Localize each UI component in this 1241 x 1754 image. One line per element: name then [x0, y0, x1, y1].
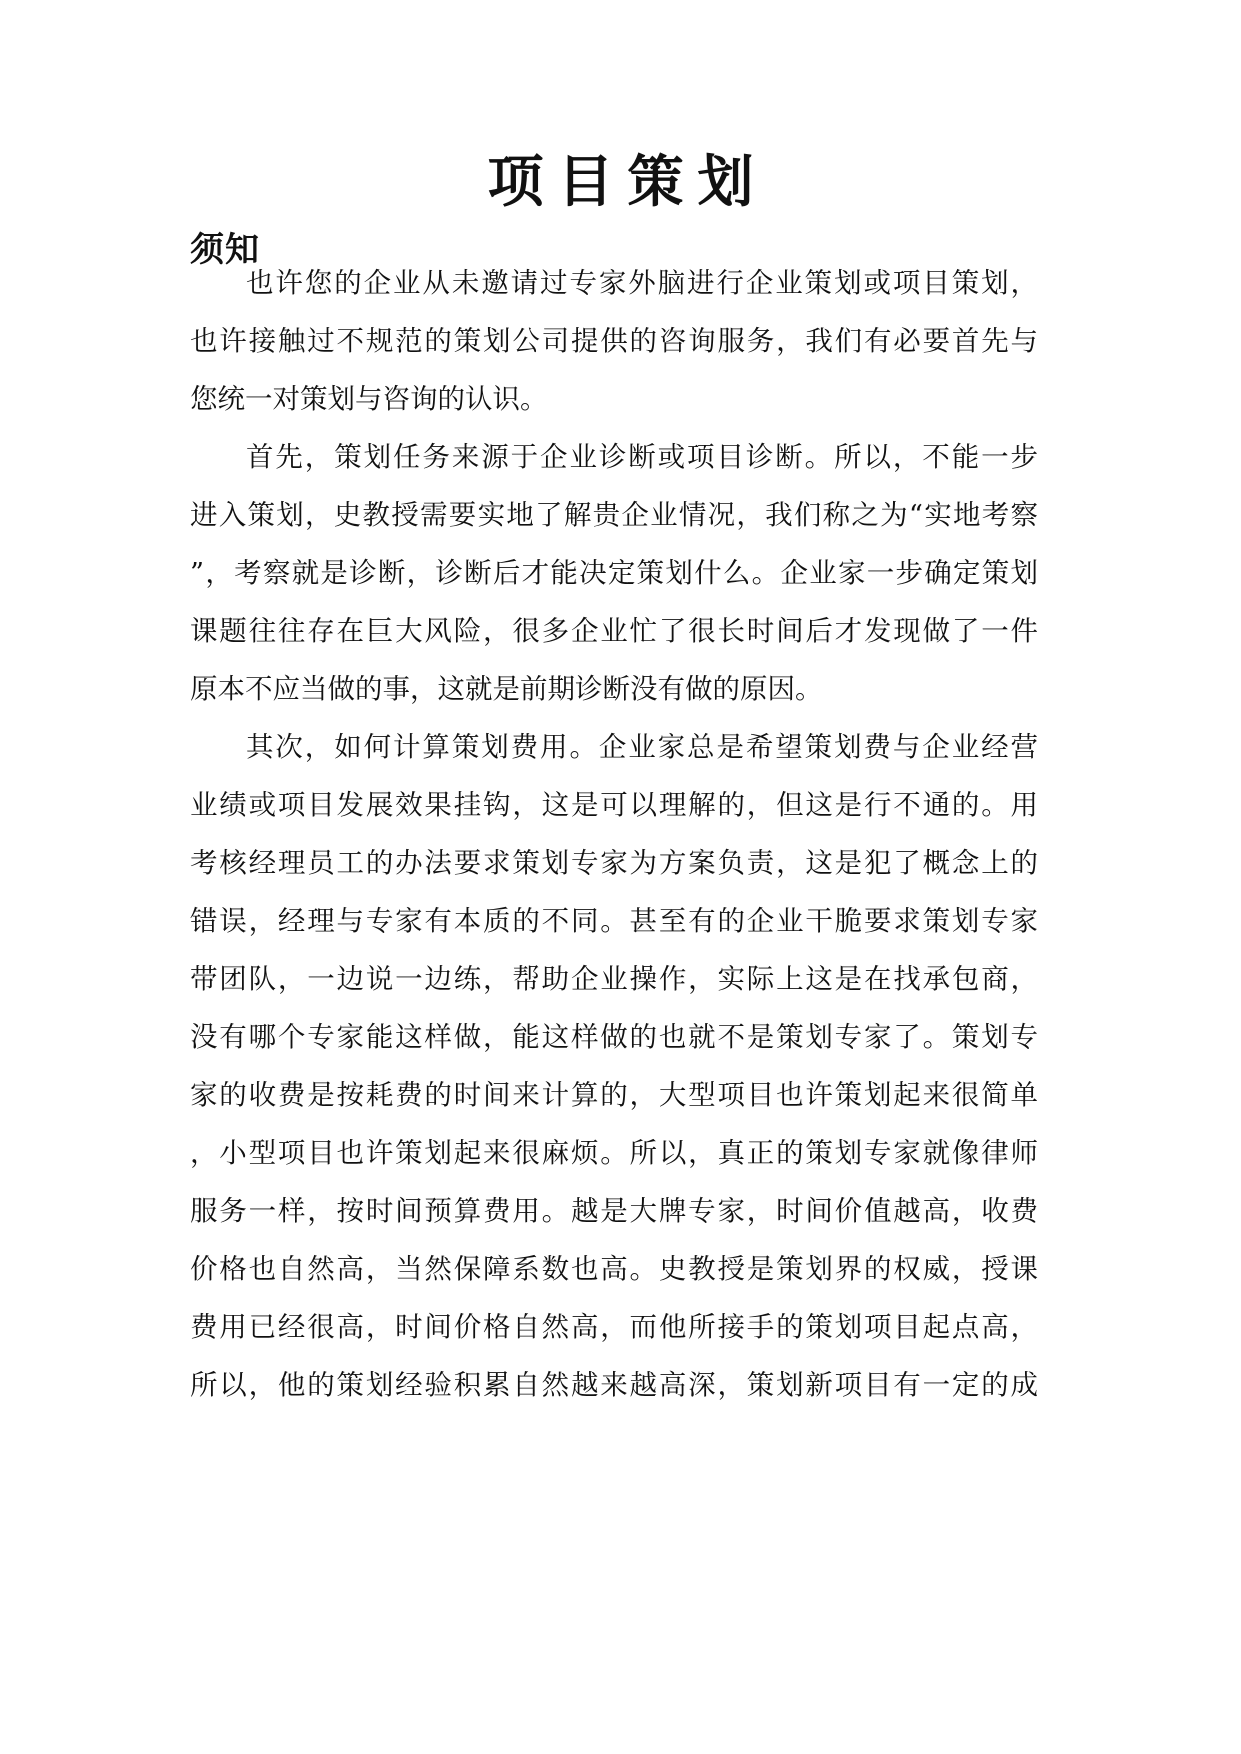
paragraph-line: 也许您的企业从未邀请过专家外脑进行企业策划或项目策划， — [246, 267, 1038, 299]
paragraph-line: 没有哪个专家能这样做，能这样做的也就不是策划专家了。策划专 — [190, 1021, 1038, 1053]
paragraph-line: 您统一对策划与咨询的认识。 — [190, 383, 548, 415]
paragraph-line: 服务一样，按时间预算费用。越是大牌专家，时间价值越高，收费 — [190, 1195, 1038, 1227]
paragraph-line: 带团队，一边说一边练，帮助企业操作，实际上这是在找承包商， — [190, 963, 1038, 995]
paragraph-line: 也许接触过不规范的策划公司提供的咨询服务，我们有必要首先与 — [190, 325, 1038, 357]
document-title: 项目策划 — [487, 150, 768, 215]
paragraph-line: 所以，他的策划经验积累自然越来越高深，策划新项目有一定的成 — [190, 1369, 1038, 1401]
paragraph-line: 首先，策划任务来源于企业诊断或项目诊断。所以，不能一步 — [246, 441, 1038, 473]
paragraph-line: 课题往往存在巨大风险，很多企业忙了很长时间后才发现做了一件 — [190, 615, 1038, 647]
paragraph-line: 考核经理员工的办法要求策划专家为方案负责，这是犯了概念上的 — [190, 847, 1038, 879]
paragraph-line: 家的收费是按耗费的时间来计算的，大型项目也许策划起来很简单 — [190, 1079, 1038, 1111]
paragraph-line: 原本不应当做的事，这就是前期诊断没有做的原因。 — [190, 673, 823, 705]
paragraph-line: 费用已经很高，时间价格自然高，而他所接手的策划项目起点高， — [190, 1311, 1038, 1343]
section-heading: 须知 — [190, 230, 260, 270]
paragraph-line: 进入策划，史教授需要实地了解贵企业情况，我们称之为“实地考察 — [190, 499, 1038, 531]
paragraph-line: 业绩或项目发展效果挂钩，这是可以理解的，但这是行不通的。用 — [190, 789, 1038, 821]
paragraph-line: ，小型项目也许策划起来很麻烦。所以，真正的策划专家就像律师 — [190, 1137, 1038, 1169]
paragraph-line: 其次，如何计算策划费用。企业家总是希望策划费与企业经营 — [246, 731, 1038, 763]
paragraph-line: 价格也自然高，当然保障系数也高。史教授是策划界的权威，授课 — [190, 1253, 1038, 1285]
paragraph-line: 错误，经理与专家有本质的不同。甚至有的企业干脆要求策划专家 — [190, 905, 1038, 937]
paragraph-line: ”，考察就是诊断，诊断后才能决定策划什么。企业家一步确定策划 — [190, 557, 1038, 589]
